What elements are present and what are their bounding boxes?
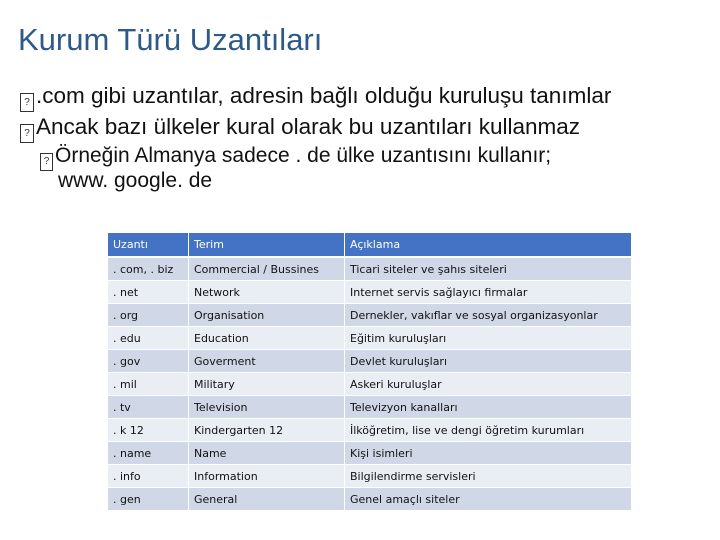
cell-extension: . edu <box>108 327 189 350</box>
bullet-glyph-icon: ? <box>40 153 53 171</box>
cell-extension: . gen <box>108 488 189 511</box>
cell-extension: . net <box>108 281 189 304</box>
cell-description: Askeri kuruluşlar <box>345 373 632 396</box>
cell-term: Network <box>189 281 345 304</box>
cell-term: Education <box>189 327 345 350</box>
cell-description: Devlet kuruluşları <box>345 350 632 373</box>
sub-bullet-continuation: www. google. de <box>58 169 213 192</box>
sub-bullet-text: Örneğin Almanya sadece . de ülke uzantısını kullanır; <box>55 144 552 167</box>
bullet-item <box>20 111 720 142</box>
table-row <box>108 350 632 373</box>
table-row <box>108 465 632 488</box>
table-row <box>108 442 632 465</box>
bullet-list <box>20 80 720 193</box>
cell-term: Television <box>189 396 345 419</box>
bullet-item <box>20 80 720 111</box>
bullet-text: .com gibi uzantılar, adresin bağlı olduğu kuruluşu tanımlar <box>36 83 612 108</box>
slide-title: Kurum Türü Uzantıları <box>18 22 323 57</box>
cell-description: Dernekler, vakıflar ve sosyal organizasyonlar <box>345 304 632 327</box>
cell-extension: . org <box>108 304 189 327</box>
cell-description: Ticari siteler ve şahıs siteleri <box>345 258 632 281</box>
table-row <box>108 304 632 327</box>
table-row <box>108 327 632 350</box>
cell-description: Internet servis sağlayıcı firmalar <box>345 281 632 304</box>
column-header-extension: Uzantı <box>108 233 189 258</box>
cell-extension: . com, . biz <box>108 258 189 281</box>
cell-term: Kindergarten 12 <box>189 419 345 442</box>
cell-term: Goverment <box>189 350 345 373</box>
cell-term: Military <box>189 373 345 396</box>
column-header-term: Terim <box>189 233 345 258</box>
cell-term: General <box>189 488 345 511</box>
cell-description: İlköğretim, lise ve dengi öğretim kurumları <box>345 419 632 442</box>
cell-extension: . info <box>108 465 189 488</box>
bullet-glyph-icon: ? <box>20 93 34 112</box>
cell-extension: . mil <box>108 373 189 396</box>
table-row <box>108 396 632 419</box>
bullet-text: Ancak bazı ülkeler kural olarak bu uzantıları kullanmaz <box>36 114 581 139</box>
table-row <box>108 373 632 396</box>
table-row <box>108 488 632 511</box>
cell-extension: . k 12 <box>108 419 189 442</box>
cell-term: Organisation <box>189 304 345 327</box>
table-row <box>108 258 632 281</box>
cell-extension: . gov <box>108 350 189 373</box>
cell-term: Information <box>189 465 345 488</box>
cell-extension: . tv <box>108 396 189 419</box>
sub-bullet-item <box>40 142 720 169</box>
cell-description: Televizyon kanalları <box>345 396 632 419</box>
table-header-row <box>108 233 632 258</box>
bullet-glyph-icon: ? <box>20 124 34 143</box>
cell-description: Bilgilendirme servisleri <box>345 465 632 488</box>
cell-description: Kişi isimleri <box>345 442 632 465</box>
table-row <box>108 419 632 442</box>
cell-extension: . name <box>108 442 189 465</box>
column-header-description: Açıklama <box>345 233 632 258</box>
cell-term: Name <box>189 442 345 465</box>
cell-description: Eğitim kuruluşları <box>345 327 632 350</box>
cell-description: Genel amaçlı siteler <box>345 488 632 511</box>
table-row <box>108 281 632 304</box>
cell-term: Commercial / Bussines <box>189 258 345 281</box>
extension-table <box>108 233 632 511</box>
